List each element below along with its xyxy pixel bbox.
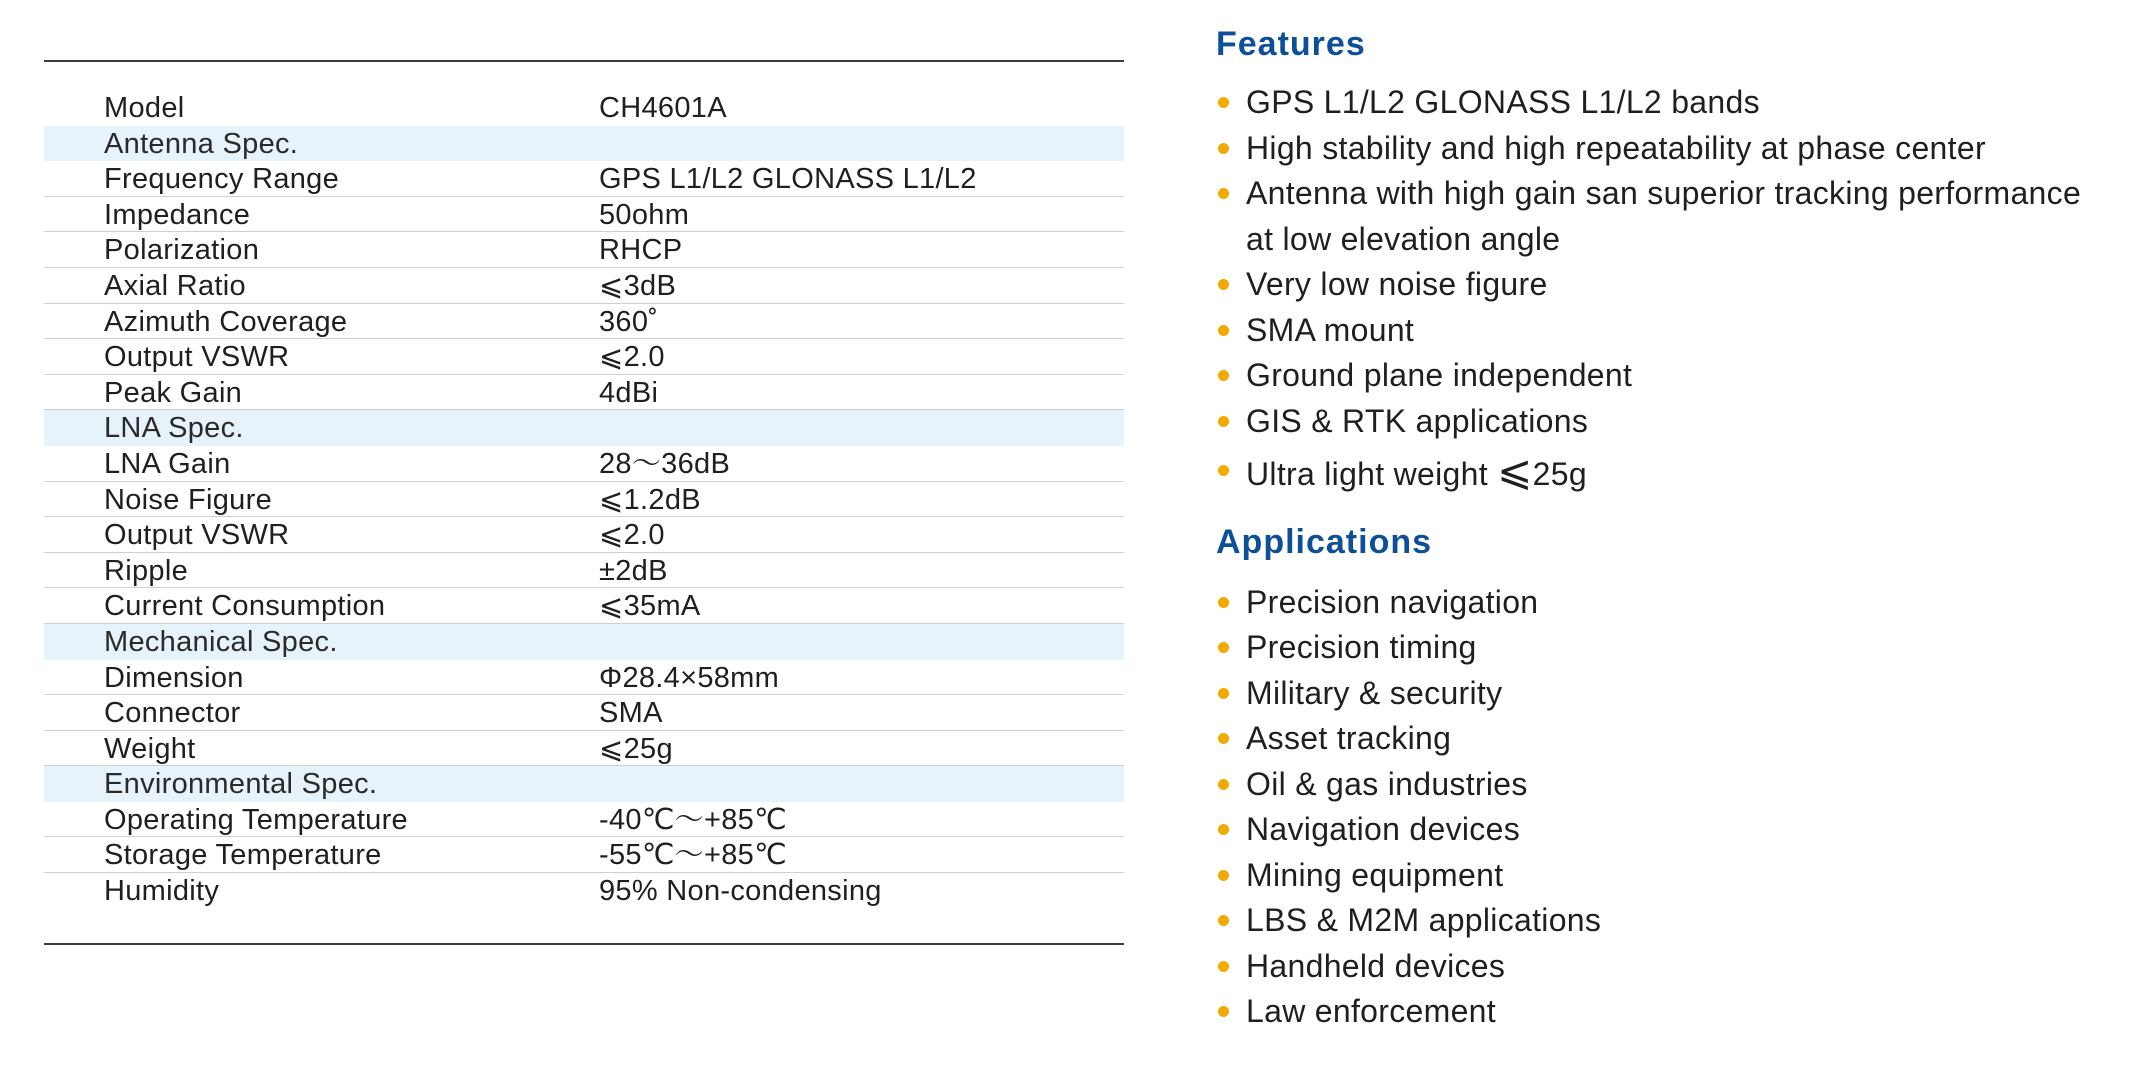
- spec-section-header: [44, 126, 1124, 162]
- bullet-icon: [1218, 1006, 1229, 1017]
- application-item: [1216, 716, 2136, 762]
- spec-row: [44, 268, 1124, 304]
- spec-value: RHCP: [599, 234, 683, 267]
- features-list: [1216, 80, 2136, 498]
- application-item: [1216, 671, 2136, 717]
- feature-item: [1216, 126, 2136, 172]
- spec-row: [44, 197, 1124, 233]
- bullet-icon: [1218, 688, 1229, 699]
- bullet-icon: [1218, 779, 1229, 790]
- spec-section-title: Mechanical Spec.: [104, 625, 338, 658]
- application-item: [1216, 944, 2136, 990]
- spec-row: [44, 660, 1124, 696]
- feature-item: [1216, 353, 2136, 399]
- spec-row: [44, 232, 1124, 268]
- spec-section-title: LNA Spec.: [104, 412, 244, 445]
- feature-text: High stability and high repeatability at phase center: [1246, 129, 1986, 166]
- bullet-icon: [1218, 915, 1229, 926]
- bullet-icon: [1218, 143, 1229, 154]
- feature-item: [1216, 217, 2136, 263]
- spec-value: 28～36dB: [599, 447, 731, 480]
- applications-list: [1216, 580, 2136, 1035]
- spec-row: [44, 802, 1124, 838]
- feature-text: Ultra light weight: [1246, 456, 1498, 492]
- spec-label: Humidity: [104, 875, 220, 908]
- feature-text: GPS L1/L2 GLONASS L1/L2 bands: [1246, 84, 1760, 120]
- bullet-icon: [1218, 961, 1229, 972]
- spec-label: Dimension: [104, 661, 244, 694]
- feature-item: [1216, 399, 2136, 445]
- spec-label: Ripple: [104, 554, 189, 587]
- application-text: Precision timing: [1246, 629, 1477, 665]
- spec-label: Azimuth Coverage: [104, 305, 348, 338]
- applications-heading: Applications: [1216, 522, 1433, 561]
- feature-text: GIS & RTK applications: [1246, 402, 1589, 439]
- spec-row: [44, 837, 1124, 873]
- spec-row: [44, 517, 1124, 553]
- feature-text: Ground plane independent: [1246, 357, 1633, 393]
- application-text: Mining equipment: [1246, 856, 1504, 893]
- feature-item: [1216, 448, 2136, 498]
- feature-item: [1216, 262, 2136, 308]
- application-text: LBS & M2M applications: [1246, 902, 1602, 938]
- model-row: [44, 90, 1124, 126]
- application-item: [1216, 762, 2136, 808]
- spec-label: LNA Gain: [104, 447, 231, 480]
- feature-item: [1216, 80, 2136, 126]
- bullet-icon: [1218, 465, 1229, 476]
- feature-value: 25g: [1532, 456, 1587, 492]
- feature-text: Very low noise figure: [1246, 266, 1548, 302]
- application-text: Law enforcement: [1246, 993, 1496, 1029]
- bullet-icon: [1218, 597, 1229, 608]
- spec-label: Axial Ratio: [104, 269, 246, 302]
- spec-value: ⩽1.2dB: [599, 483, 701, 516]
- application-item: [1216, 989, 2136, 1035]
- application-text: Handheld devices: [1246, 947, 1506, 984]
- right-column: [1216, 20, 2136, 1035]
- application-item: [1216, 807, 2136, 853]
- spec-row: [44, 588, 1124, 624]
- spec-value: SMA: [599, 697, 663, 730]
- spec-row: [44, 731, 1124, 767]
- spec-value: ±2dB: [599, 554, 668, 587]
- spec-label: Output VSWR: [104, 341, 290, 374]
- feature-item: [1216, 308, 2136, 354]
- spec-label: Noise Figure: [104, 483, 272, 516]
- features-heading: Features: [1216, 25, 1366, 63]
- spec-label: Polarization: [104, 234, 260, 267]
- bullet-icon: [1218, 370, 1229, 381]
- spec-value: -55℃～+85℃: [599, 839, 787, 872]
- spec-table: [44, 60, 1124, 945]
- bullet-icon: [1218, 416, 1229, 427]
- spec-row: [44, 339, 1124, 375]
- spec-row: [44, 375, 1124, 411]
- spec-label: Peak Gain: [104, 376, 243, 409]
- spec-value: ⩽2.0: [599, 341, 665, 374]
- feature-text: Antenna with high gain san superior tracking performance: [1246, 175, 2082, 211]
- feature-item: [1216, 171, 2136, 217]
- spec-label: Frequency Range: [104, 163, 340, 196]
- feature-text: at low elevation angle: [1246, 220, 1561, 257]
- spec-value: GPS L1/L2 GLONASS L1/L2: [599, 163, 977, 196]
- spec-value: 50ohm: [599, 198, 690, 231]
- application-text: Precision navigation: [1246, 583, 1539, 620]
- spec-label: Current Consumption: [104, 590, 386, 623]
- spec-row: [44, 482, 1124, 518]
- bullet-icon: [1218, 870, 1229, 881]
- spec-label: Impedance: [104, 198, 251, 231]
- application-item: [1216, 898, 2136, 944]
- application-text: Asset tracking: [1246, 720, 1452, 756]
- spec-row: [44, 873, 1124, 909]
- bullet-icon: [1218, 733, 1229, 744]
- bullet-icon: [1218, 642, 1229, 653]
- spec-label: Connector: [104, 697, 241, 730]
- spec-row: [44, 553, 1124, 589]
- less-equal-symbol: ⩽: [1497, 447, 1533, 494]
- spec-section-title: Antenna Spec.: [104, 127, 299, 160]
- spec-value: 360˚: [599, 305, 659, 338]
- spec-label: Operating Temperature: [104, 803, 408, 836]
- bullet-icon: [1218, 279, 1229, 290]
- spec-value: -40℃～+85℃: [599, 803, 787, 836]
- application-text: Oil & gas industries: [1246, 765, 1528, 802]
- spec-section-header: [44, 766, 1124, 802]
- bullet-icon: [1218, 97, 1229, 108]
- bullet-icon: [1218, 325, 1229, 336]
- model-value: CH4601A: [599, 92, 727, 124]
- spec-section-header: [44, 624, 1124, 660]
- spec-row: [44, 161, 1124, 197]
- application-text: Navigation devices: [1246, 811, 1520, 847]
- spec-label: Output VSWR: [104, 519, 290, 552]
- application-item: [1216, 580, 2136, 626]
- spec-value: ⩽25g: [599, 732, 673, 765]
- feature-text: SMA mount: [1246, 311, 1415, 348]
- application-item: [1216, 625, 2136, 671]
- spec-value: ⩽3dB: [599, 269, 677, 302]
- spec-row: [44, 695, 1124, 731]
- spec-value: 4dBi: [599, 376, 659, 409]
- spec-row: [44, 446, 1124, 482]
- spec-section-header: [44, 410, 1124, 446]
- application-text: Military & security: [1246, 674, 1503, 711]
- spec-value: ⩽35mA: [599, 590, 701, 623]
- model-label: Model: [104, 92, 185, 124]
- spec-label: Weight: [104, 732, 196, 765]
- spec-label: Storage Temperature: [104, 839, 382, 872]
- spec-value: 95% Non-condensing: [599, 875, 882, 908]
- spec-sections: [44, 126, 1124, 909]
- spec-value: ⩽2.0: [599, 519, 665, 552]
- spec-section-title: Environmental Spec.: [104, 768, 378, 801]
- bullet-icon: [1218, 824, 1229, 835]
- bullet-icon: [1218, 188, 1229, 199]
- spec-row: [44, 304, 1124, 340]
- spec-value: Φ28.4×58mm: [599, 661, 780, 694]
- application-item: [1216, 853, 2136, 899]
